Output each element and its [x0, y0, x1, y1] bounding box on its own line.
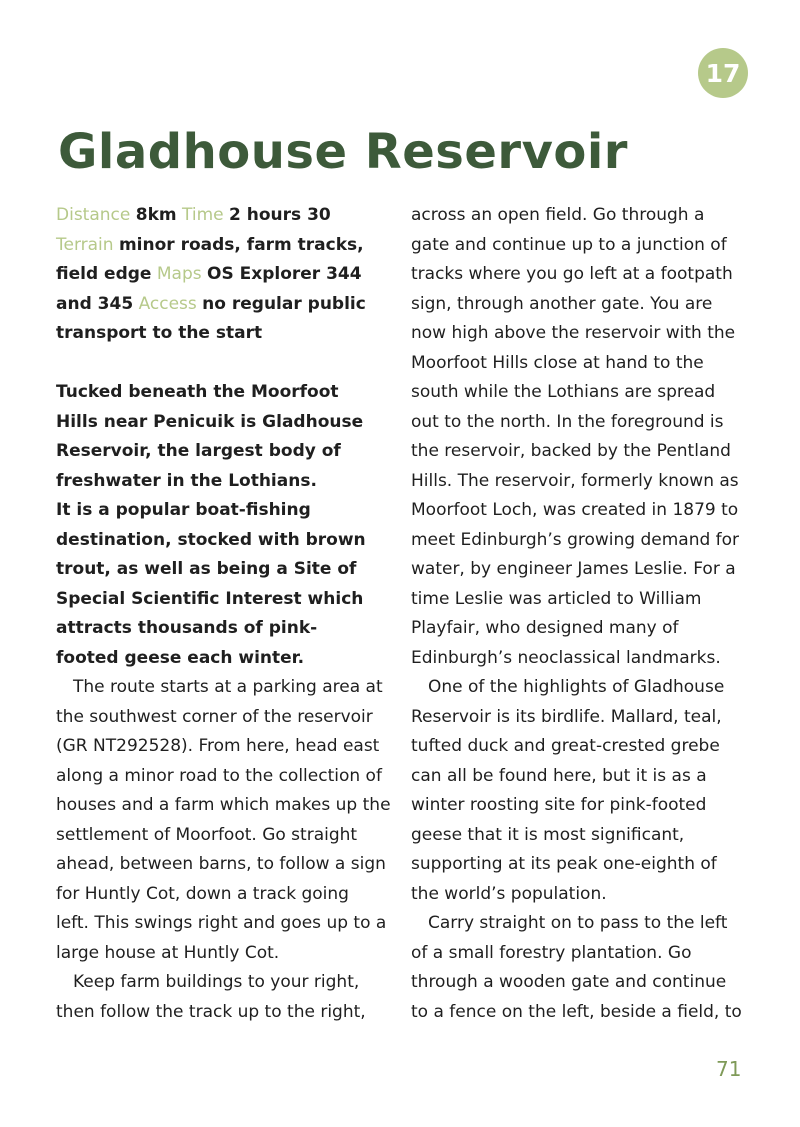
body-line: gate and continue up to a junction of [411, 234, 727, 255]
access-value: no regular public [202, 293, 366, 314]
body-line: now high above the reservoir with the [411, 323, 736, 343]
info-line [56, 319, 390, 349]
terrain-label: Terrain [56, 234, 114, 255]
body-line: ahead, between barns, to follow a sign [56, 854, 386, 874]
intro-line: Tucked beneath the Moorfoot [56, 382, 339, 402]
body-line: Moorfoot Loch, was created in 1879 to [411, 500, 739, 520]
body-line: Hills. The reservoir, formerly known as [411, 470, 739, 491]
intro-paragraph [56, 378, 390, 673]
intro-line: Special Scientific Interest which [56, 588, 364, 609]
body-paragraph [56, 673, 390, 968]
spacer [56, 349, 390, 379]
access-value-cont: transport to the start [56, 323, 263, 343]
body-line: meet Edinburgh’s growing demand for [411, 529, 740, 550]
body-line: south while the Lothians are spread [411, 382, 716, 402]
body-line: Reservoir is its birdlife. Mallard, teal, [411, 706, 722, 727]
body-line: along a minor road to the collection of [56, 765, 382, 786]
body-line: through a wooden gate and continue [411, 972, 727, 992]
route-info [56, 201, 390, 349]
body-line: Carry straight on to pass to the left [428, 913, 728, 933]
maps-value: OS Explorer 344 [207, 264, 362, 284]
left-column [56, 201, 390, 1027]
body-line: the southwest corner of the reservoir [56, 706, 373, 727]
body-line: Edinburgh’s neoclassical landmarks. [411, 647, 721, 668]
body-line: tufted duck and great-crested grebe [411, 736, 720, 756]
body-line: geese that it is most significant, [411, 824, 685, 845]
route-number-badge: 17 [698, 48, 748, 98]
body-line: out to the north. In the foreground is [411, 411, 724, 432]
body-line: can all be found here, but it is as a [411, 765, 707, 786]
right-column [411, 201, 748, 1027]
maps-label: Maps [156, 264, 202, 284]
body-line: Playfair, who designed many of [411, 618, 679, 638]
info-line [56, 201, 390, 231]
distance-value: 8km [135, 205, 177, 225]
intro-line: It is a popular boat-fishing [56, 500, 311, 520]
terrain-value-cont: field edge [56, 264, 152, 284]
body-line: left. This swings right and goes up to a [56, 913, 387, 933]
body-line: winter roosting site for pink-footed [411, 795, 707, 815]
body-line: water, by engineer James Leslie. For a [411, 559, 736, 579]
time-value: 2 hours 30 [229, 205, 331, 225]
body-line: to a fence on the left, beside a field, to [411, 1001, 742, 1022]
body-paragraph [411, 673, 748, 909]
body-line: One of the highlights of Gladhouse [428, 677, 725, 697]
info-line [56, 231, 390, 261]
body-paragraph [56, 968, 390, 1027]
body-line: The route starts at a parking area at [73, 677, 383, 697]
time-label: Time [182, 205, 224, 225]
intro-line: Hills near Penicuik is Gladhouse [56, 411, 364, 432]
body-paragraph [411, 909, 748, 1027]
terrain-value: minor roads, farm tracks, [118, 234, 364, 255]
body-line: Keep farm buildings to your right, [73, 972, 360, 992]
maps-value-cont: and 345 [56, 293, 134, 314]
page-title: Gladhouse Reservoir [58, 124, 628, 180]
body-line: of a small forestry plantation. Go [411, 942, 692, 963]
info-line [56, 260, 390, 290]
intro-line: freshwater in the Lothians. [56, 470, 317, 491]
body-line: (GR NT292528). From here, head east [56, 736, 380, 756]
body-line: the world’s population. [411, 883, 607, 904]
body-line: houses and a farm which makes up the [56, 795, 391, 815]
body-line: tracks where you go left at a footpath [411, 264, 733, 284]
body-line: Moorfoot Hills close at hand to the [411, 352, 704, 373]
body-line: across an open field. Go through a [411, 205, 705, 225]
body-line: large house at Huntly Cot. [56, 942, 280, 963]
intro-line: footed geese each winter. [56, 647, 305, 668]
body-line: time Leslie was articled to William [411, 588, 702, 609]
info-line [56, 290, 390, 320]
page-number: 71 [716, 1057, 742, 1081]
intro-line: attracts thousands of pink- [56, 618, 318, 638]
body-line: then follow the track up to the right, [56, 1001, 366, 1022]
intro-line: trout, as well as being a Site of [56, 559, 357, 579]
intro-line: Reservoir, the largest body of [56, 441, 341, 461]
body-line: sign, through another gate. You are [411, 293, 713, 314]
body-line: the reservoir, backed by the Pentland [411, 441, 731, 461]
body-paragraph [411, 201, 748, 673]
access-label: Access [138, 293, 197, 314]
distance-label: Distance [56, 205, 131, 225]
body-line: settlement of Moorfoot. Go straight [56, 824, 358, 845]
body-line: supporting at its peak one-eighth of [411, 854, 717, 874]
body-line: for Huntly Cot, down a track going [56, 883, 349, 904]
intro-line: destination, stocked with brown [56, 529, 366, 550]
